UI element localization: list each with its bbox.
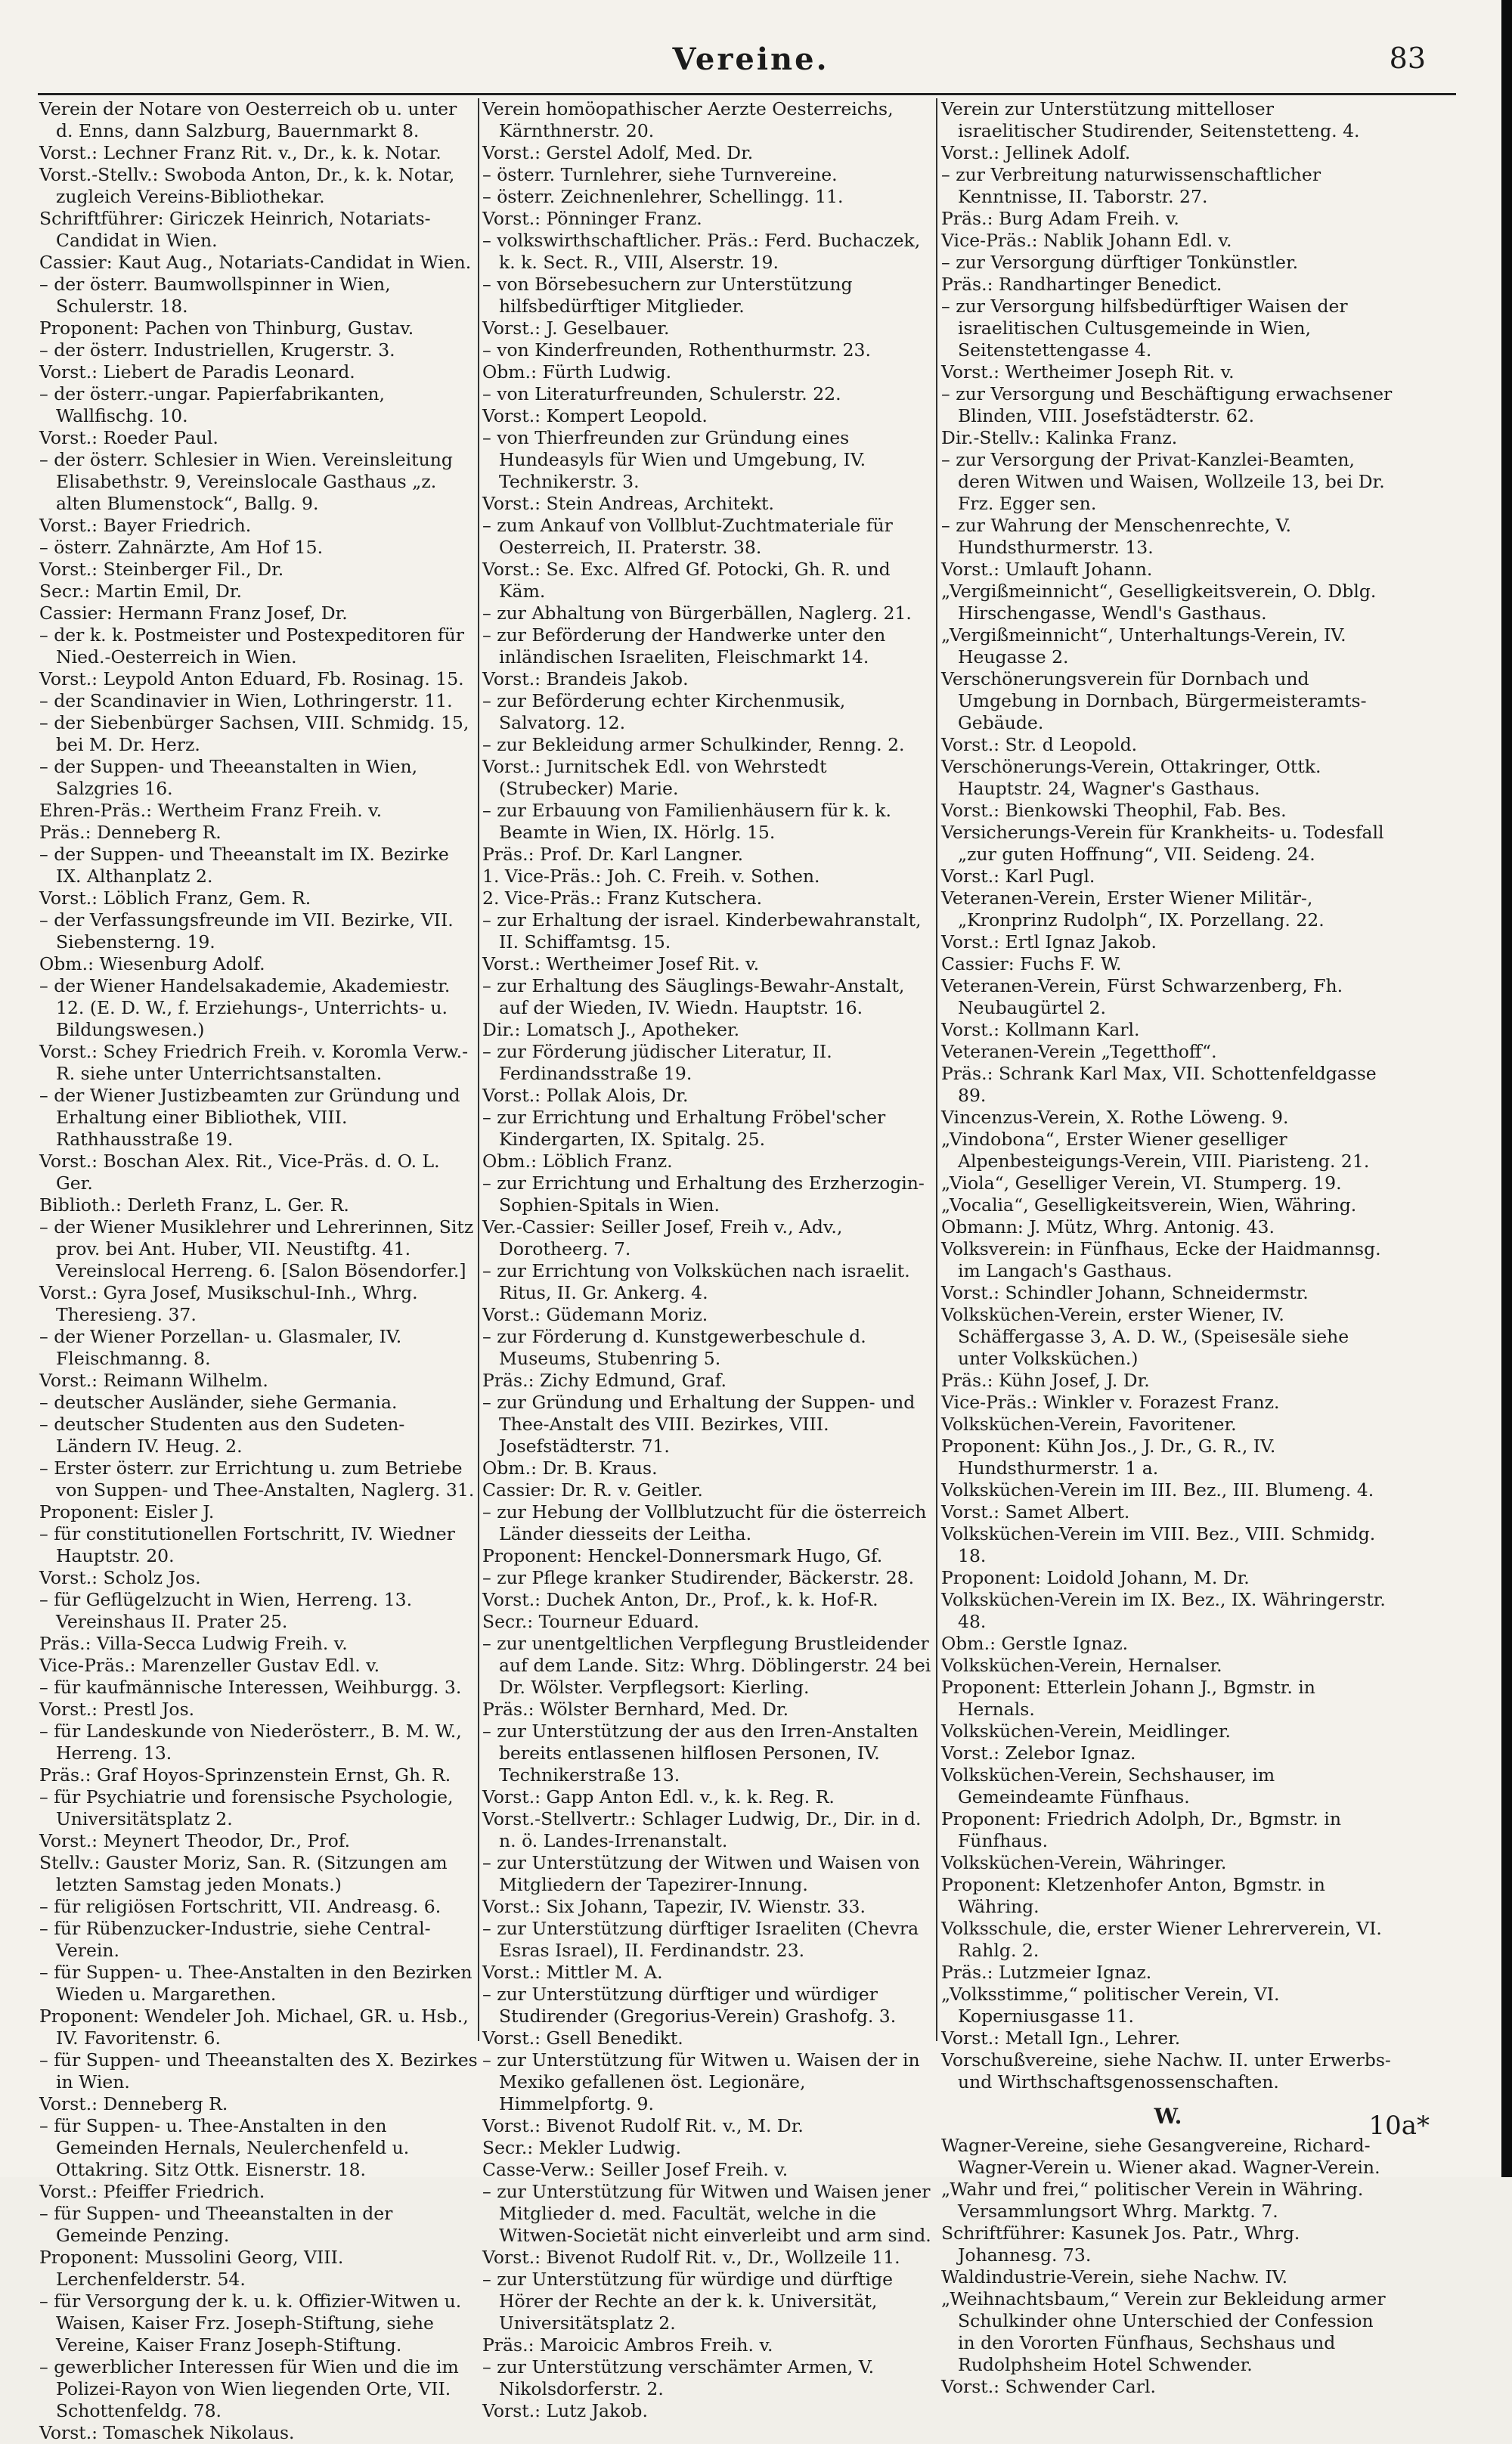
directory-entry: Dir.-Stellv.: Kalinka Franz. xyxy=(941,427,1178,448)
directory-entry: Ehren-Präs.: Wertheim Franz Freih. v. xyxy=(39,800,383,821)
directory-entry: „Vergißmeinnicht“, Geselligkeitsverein, O. Dblg. Hirschengasse, Wendl's Gasthaus. xyxy=(941,581,1377,624)
directory-entry: Vorst.: Bivenot Rudolf Rit. v., Dr., Wollzeile 11. xyxy=(482,2247,900,2268)
directory-entry: „Volksstimme,“ politischer Verein, VI. Koperniusgasse 11. xyxy=(941,1984,1280,2027)
directory-entry: Präs.: Zichy Edmund, Graf. xyxy=(482,1370,727,1391)
directory-entry: Biblioth.: Derleth Franz, L. Ger. R. xyxy=(39,1194,349,1216)
directory-entry: Vorst.: Zelebor Ignaz. xyxy=(941,1742,1136,1764)
directory-entry: – der Siebenbürger Sachsen, VIII. Schmidg. 15, bei M. Dr. Herz. xyxy=(39,712,469,755)
directory-entry: Vorst.: Liebert de Paradis Leonard. xyxy=(39,361,355,383)
directory-entry: Vorst.: Metall Ign., Lehrer. xyxy=(941,2027,1181,2049)
directory-entry: – der Suppen- und Theeanstalt im IX. Bezirke IX. Althanplatz 2. xyxy=(39,844,449,887)
directory-entry: Vorst.: Pollak Alois, Dr. xyxy=(482,1085,689,1106)
directory-entry: Vice-Präs.: Marenzeller Gustav Edl. v. xyxy=(39,1655,380,1676)
directory-entry: Veteranen-Verein, Erster Wiener Militär-, „Kronprinz Rudolph“, IX. Porzellang. 22. xyxy=(941,887,1325,931)
directory-entry: Cassier: Hermann Franz Josef, Dr. xyxy=(39,602,348,624)
directory-entry: – der Wiener Justizbeamten zur Gründung und Erhaltung einer Bibliothek, VIII. Rathhausstraße 19. xyxy=(39,1085,460,1150)
directory-entry: – für constitutionellen Fortschritt, IV. Wiedner Hauptstr. 20. xyxy=(39,1523,455,1566)
directory-entry: Verschönerungs-Verein, Ottakringer, Ottk. Hauptstr. 24, Wagner's Gasthaus. xyxy=(941,756,1321,799)
directory-entry: Vorst.: Gsell Benedikt. xyxy=(482,2027,683,2049)
directory-entry: – zur Unterstützung dürftiger Israeliten (Chevra Esras Israel), II. Ferdinandstr. 23. xyxy=(482,1918,919,1961)
directory-entry: – für Geflügelzucht in Wien, Herreng. 13. Vereinshaus II. Prater 25. xyxy=(39,1589,413,1632)
directory-entry: Proponent: Mussolini Georg, VIII. Lerchenfelderstr. 54. xyxy=(39,2247,344,2290)
directory-entry: Vorst.: Jellinek Adolf. xyxy=(941,142,1131,163)
directory-entry: – zur Versorgung und Beschäftigung erwachsener Blinden, VIII. Josefstädterstr. 62. xyxy=(941,383,1393,426)
column-divider xyxy=(478,98,479,2041)
directory-entry: – Erster österr. zur Errichtung u. zum Betriebe von Suppen- und Thee-Anstalten, Naglerg. 31. xyxy=(39,1457,475,1501)
directory-entry: – zur Unterstützung verschämter Armen, V. Nikolsdorferstr. 2. xyxy=(482,2356,875,2399)
directory-entry: Volksküchen-Verein im III. Bez., III. Blumeng. 4. xyxy=(941,1479,1374,1501)
directory-entry: – zur Unterstützung für Witwen und Waisen jener Mitglieder d. med. Facultät, welche in die Witwen-Societät nicht einverleibt und arm sind. xyxy=(482,2181,931,2246)
directory-entry: „Vergißmeinnicht“, Unterhaltungs-Verein, IV. Heugasse 2. xyxy=(941,624,1346,668)
directory-entry: Volksschule, die, erster Wiener Lehrerverein, VI. Rahlg. 2. xyxy=(941,1918,1382,1961)
directory-entry: Volksküchen-Verein, Währinger. xyxy=(941,1852,1227,1873)
directory-entry: – zur Gründung und Erhaltung der Suppen- und Thee-Anstalt des VIII. Bezirkes, VIII. Josefstädterstr. 71. xyxy=(482,1392,916,1457)
directory-entry: Proponent: Loidold Johann, M. Dr. xyxy=(941,1567,1250,1588)
directory-entry: – zur Bekleidung armer Schulkinder, Renng. 2. xyxy=(482,734,905,755)
directory-entry: Vorst.: Samet Albert. xyxy=(941,1501,1130,1522)
directory-entry: Schriftführer: Kasunek Jos. Patr., Whrg. Johannesg. 73. xyxy=(941,2223,1300,2266)
directory-entry: Vorst.: Wertheimer Josef Rit. v. xyxy=(482,953,760,974)
directory-entry: Vorst.-Stellv.: Swoboda Anton, Dr., k. k. Notar, zugleich Vereins-Bibliothekar. xyxy=(39,164,455,207)
directory-entry: Vorst.: Roeder Paul. xyxy=(39,427,218,448)
directory-entry: Vorst.: Se. Exc. Alfred Gf. Potocki, Gh. R. und Käm. xyxy=(482,559,891,602)
directory-entry: – zur Unterstützung der Witwen und Waisen von Mitgliedern der Tapezirer-Innung. xyxy=(482,1852,920,1895)
directory-entry: – der Scandinavier in Wien, Lothringerstr. 11. xyxy=(39,690,453,711)
directory-entry: Vorst.: Leypold Anton Eduard, Fb. Rosinag. 15. xyxy=(39,668,464,689)
directory-entry: Präs.: Burg Adam Freih. v. xyxy=(941,208,1179,229)
directory-entry: Vorst.: Brandeis Jakob. xyxy=(482,668,689,689)
directory-entry: – von Thierfreunden zur Gründung eines Hundeasyls für Wien und Umgebung, IV. Technikerstr. 3. xyxy=(482,427,866,492)
directory-entry: Proponent: Eisler J. xyxy=(39,1501,215,1522)
directory-entry: „Weihnachtsbaum,“ Verein zur Bekleidung armer Schulkinder ohne Unterschied der Confession in den Vororten Fünfhaus, Sechshaus und Rudolphsheim Hotel Schwender. xyxy=(941,2288,1386,2375)
directory-entry: Vorst.: Güdemann Moriz. xyxy=(482,1304,708,1325)
directory-entry: – gewerblicher Interessen für Wien und die im Polizei-Rayon von Wien liegenden Orte, VII. Schottenfeldg. 78. xyxy=(39,2356,459,2421)
directory-entry: Vorst.: Kompert Leopold. xyxy=(482,405,708,426)
directory-entry: Vice-Präs.: Nablik Johann Edl. v. xyxy=(941,230,1232,251)
directory-entry: – für Suppen- u. Thee-Anstalten in den Gemeinden Hernals, Neulerchenfeld u. Ottakring. Sitz Ottk. Eisnerstr. 18. xyxy=(39,2115,410,2180)
directory-entry: Volksverein: in Fünfhaus, Ecke der Haidmannsg. im Langach's Gasthaus. xyxy=(941,1238,1381,1281)
directory-entry: Vorst.: Gerstel Adolf, Med. Dr. xyxy=(482,142,754,163)
column-2 xyxy=(482,98,936,2421)
directory-entry: – der Verfassungsfreunde im VII. Bezirke, VII. Siebensterng. 19. xyxy=(39,909,454,953)
directory-entry: Cassier: Dr. R. v. Geitler. xyxy=(482,1479,703,1501)
directory-entry: Proponent: Wendeler Joh. Michael, GR. u. Hsb., IV. Favoritenstr. 6. xyxy=(39,2006,469,2049)
directory-entry: Vorst.: Tomaschek Nikolaus. xyxy=(39,2422,295,2443)
directory-entry: Vorst.: Schwender Carl. xyxy=(941,2376,1156,2397)
directory-entry: Secr.: Martin Emil, Dr. xyxy=(39,581,242,602)
directory-entry: Volksküchen-Verein, Hernalser. xyxy=(941,1655,1222,1676)
directory-entry: – für kaufmännische Interessen, Weihburgg. 3. xyxy=(39,1677,462,1698)
directory-entry: „Viola“, Geselliger Verein, VI. Stumperg. 19. xyxy=(941,1172,1342,1194)
directory-entry: Präs.: Maroicic Ambros Freih. v. xyxy=(482,2334,773,2356)
directory-entry: Proponent: Pachen von Thinburg, Gustav. xyxy=(39,318,414,339)
directory-entry: – österr. Zeichnenlehrer, Schellingg. 11. xyxy=(482,186,844,207)
directory-entry: Volksküchen-Verein, Meidlinger. xyxy=(941,1721,1231,1742)
directory-entry: Präs.: Prof. Dr. Karl Langner. xyxy=(482,844,744,865)
directory-entry: Schriftführer: Giriczek Heinrich, Notariats-Candidat in Wien. xyxy=(39,208,431,251)
directory-entry: – zur Errichtung und Erhaltung des Erzherzogin-Sophien-Spitals in Wien. xyxy=(482,1172,925,1216)
directory-entry: – zur Versorgung hilfsbedürftiger Waisen der israelitischen Cultusgemeinde in Wien, Seitenstettengasse 4. xyxy=(941,296,1348,361)
directory-entry: – der Wiener Musiklehrer und Lehrerinnen, Sitz prov. bei Ant. Huber, VII. Neustiftg. 41. Vereinslocal Herreng. 6. [Salon Bösendorfer.] xyxy=(39,1216,474,1281)
directory-entry: Vorst.: Gapp Anton Edl. v., k. k. Reg. R. xyxy=(482,1786,835,1807)
directory-entry: Volksküchen-Verein, Favoritener. xyxy=(941,1414,1237,1435)
directory-entry: Vorst.: Schey Friedrich Freih. v. Koromla Verw.-R. siehe unter Unterrichtsanstalten. xyxy=(39,1041,469,1084)
directory-entry: – zur Erbauung von Familienhäusern für k. k. Beamte in Wien, IX. Hörlg. 15. xyxy=(482,800,891,843)
directory-entry: Vorst.: Lechner Franz Rit. v., Dr., k. k. Notar. xyxy=(39,142,442,163)
directory-entry: – zur unentgeltlichen Verpflegung Brustleidender auf dem Lande. Sitz: Whrg. Döblingerstr. 24 bei Dr. Wölster. Verpflegsort: Kierling. xyxy=(482,1633,931,1698)
column-3 xyxy=(941,98,1395,2397)
directory-entry: Casse-Verw.: Seiller Josef Freih. v. xyxy=(482,2159,789,2180)
directory-entry: 2. Vice-Präs.: Franz Kutschera. xyxy=(482,887,763,909)
section-letter: W. xyxy=(1154,2104,1182,2129)
directory-entry: – der österr. Baumwollspinner in Wien, Schulerstr. 18. xyxy=(39,274,391,317)
directory-entry: Obmann: J. Mütz, Whrg. Antonig. 43. xyxy=(941,1216,1275,1237)
directory-entry: Ver.-Cassier: Seiller Josef, Freih v., Adv., Dorotheerg. 7. xyxy=(482,1216,843,1259)
directory-entry: Verein zur Unterstützung mittelloser israelitischer Studirender, Seitenstetteng. 4. xyxy=(941,98,1360,141)
directory-entry: Präs.: Villa-Secca Ludwig Freih. v. xyxy=(39,1633,348,1654)
directory-entry: – österr. Turnlehrer, siehe Turnvereine. xyxy=(482,164,838,185)
directory-entry: Stellv.: Gauster Moriz, San. R. (Sitzungen am letzten Samstag jeden Monats.) xyxy=(39,1852,448,1895)
directory-entry: Vorst.: Steinberger Fil., Dr. xyxy=(39,559,284,580)
directory-entry: „Vocalia“, Geselligkeitsverein, Wien, Währing. xyxy=(941,1194,1357,1216)
directory-entry: – von Kinderfreunden, Rothenthurmstr. 23. xyxy=(482,339,871,361)
directory-entry: – für Suppen- u. Thee-Anstalten in den Bezirken Wieden u. Margarethen. xyxy=(39,1962,472,2005)
directory-entry: – zur Hebung der Vollblutzucht für die österreich Länder diesseits der Leitha. xyxy=(482,1501,927,1544)
directory-entry: Präs.: Wölster Bernhard, Med. Dr. xyxy=(482,1699,789,1720)
directory-entry: Volksküchen-Verein im VIII. Bez., VIII. Schmidg. 18. xyxy=(941,1523,1376,1566)
directory-entry: – deutscher Ausländer, siehe Germania. xyxy=(39,1392,398,1413)
directory-entry: Vorst.: Löblich Franz, Gem. R. xyxy=(39,887,311,909)
directory-entry: Obm.: Fürth Ludwig. xyxy=(482,361,672,383)
directory-entry: – zur Erhaltung des Säuglings-Bewahr-Anstalt, auf der Wieden, IV. Wiedn. Hauptstr. 16. xyxy=(482,975,905,1018)
directory-entry: – für Psychiatrie und forensische Psychologie, Universitätsplatz 2. xyxy=(39,1786,454,1829)
directory-entry: Präs.: Randhartinger Benedict. xyxy=(941,274,1222,295)
directory-entry: Volksküchen-Verein, Sechshauser, im Gemeindeamte Fünfhaus. xyxy=(941,1764,1275,1807)
directory-entry: Vorst.: Bienkowski Theophil, Fab. Bes. xyxy=(941,800,1287,821)
directory-entry: Vorst.: Mittler M. A. xyxy=(482,1962,663,1983)
directory-entry: Vorst.: Six Johann, Tapezir, IV. Wienstr. 33. xyxy=(482,1896,866,1917)
directory-entry: Obm.: Löblich Franz. xyxy=(482,1151,673,1172)
directory-entry: – zur Erhaltung der israel. Kinderbewahranstalt, II. Schiffamtsg. 15. xyxy=(482,909,922,953)
directory-entry: Volksküchen-Verein im IX. Bez., IX. Währingerstr. 48. xyxy=(941,1589,1386,1632)
directory-entry: – zur Verbreitung naturwissenschaftlicher Kenntnisse, II. Taborstr. 27. xyxy=(941,164,1321,207)
directory-entry: Waldindustrie-Verein, siehe Nachw. IV. xyxy=(941,2266,1288,2288)
directory-entry: Wagner-Vereine, siehe Gesangvereine, Richard-Wagner-Verein u. Wiener akad. Wagner-Verein. xyxy=(941,2135,1380,2178)
directory-entry: Vorst.: Stein Andreas, Architekt. xyxy=(482,493,774,514)
directory-entry: Versicherungs-Verein für Krankheits- u. Todesfall „zur guten Hoffnung“, VII. Seideng. 24. xyxy=(941,822,1384,865)
directory-entry: – österr. Zahnärzte, Am Hof 15. xyxy=(39,537,324,558)
directory-entry: Vice-Präs.: Winkler v. Forazest Franz. xyxy=(941,1392,1280,1413)
directory-entry: Vorst.: Scholz Jos. xyxy=(39,1567,201,1588)
directory-entry: Secr.: Mekler Ludwig. xyxy=(482,2137,681,2158)
directory-entry: – von Literaturfreunden, Schulerstr. 22. xyxy=(482,383,841,404)
directory-entry: – der österr. Industriellen, Krugerstr. 3. xyxy=(39,339,395,361)
directory-entry: – zur Beförderung echter Kirchenmusik, Salvatorg. 12. xyxy=(482,690,846,733)
directory-entry: – zur Abhaltung von Bürgerbällen, Naglerg. 21. xyxy=(482,602,912,624)
directory-entry: – zur Unterstützung dürftiger und würdiger Studirender (Gregorius-Verein) Grashofg. 3. xyxy=(482,1984,897,2027)
directory-entry: – für Suppen- und Theeanstalten des X. Bezirkes in Wien. xyxy=(39,2049,478,2092)
directory-entry: Proponent: Kletzenhofer Anton, Bgmstr. in Währing. xyxy=(941,1874,1325,1917)
directory-entry: Vorst.: Reimann Wilhelm. xyxy=(39,1370,268,1391)
column-1 xyxy=(39,98,478,2443)
directory-entry: Vorst.: Kollmann Karl. xyxy=(941,1019,1140,1040)
directory-entry: – zur Versorgung dürftiger Tonkünstler. xyxy=(941,252,1299,273)
directory-entry: – zur Beförderung der Handwerke unter den inländischen Israeliten, Fleischmarkt 14. xyxy=(482,624,886,668)
directory-entry: Proponent: Etterlein Johann J., Bgmstr. in Hernals. xyxy=(941,1677,1315,1720)
directory-entry: Präs.: Lutzmeier Ignaz. xyxy=(941,1962,1152,1983)
directory-entry: – zur Pflege kranker Studirender, Bäckerstr. 28. xyxy=(482,1567,915,1588)
directory-entry: Vorst.: Bayer Friedrich. xyxy=(39,515,252,536)
directory-entry: Vorst.: Prestl Jos. xyxy=(39,1699,195,1720)
directory-entry: Obm.: Wiesenburg Adolf. xyxy=(39,953,265,974)
directory-entry: Obm.: Gerstle Ignaz. xyxy=(941,1633,1129,1654)
directory-entry: – zur Unterstützung der aus den Irren-Anstalten bereits entlassenen hilflosen Personen, IV. Technikerstraße 13. xyxy=(482,1721,919,1786)
directory-entry: Vorst.: Karl Pugl. xyxy=(941,866,1095,887)
directory-entry: – zur Förderung d. Kunstgewerbeschule d. Museums, Stubenring 5. xyxy=(482,1326,866,1369)
directory-entry: – der österr.-ungar. Papierfabrikanten, Wallfischg. 10. xyxy=(39,383,385,426)
directory-entry: – zur Förderung jüdischer Literatur, II. Ferdinandsstraße 19. xyxy=(482,1041,832,1084)
directory-entry: Vorst.: Umlauft Johann. xyxy=(941,559,1153,580)
directory-entry: – zur Errichtung und Erhaltung Fröbel'scher Kindergarten, IX. Spitalg. 25. xyxy=(482,1107,886,1150)
directory-entry: Vincenzus-Verein, X. Rothe Löweng. 9. xyxy=(941,1107,1289,1128)
directory-entry: Dir.: Lomatsch J., Apotheker. xyxy=(482,1019,740,1040)
directory-entry: Vorst.: Pfeiffer Friedrich. xyxy=(39,2181,265,2202)
directory-entry: – zur Unterstützung für Witwen u. Waisen der in Mexiko gefallenen öst. Legionäre, Himmelpfortg. 9. xyxy=(482,2049,920,2114)
page-header xyxy=(0,42,1501,87)
directory-entry: Verschönerungsverein für Dornbach und Umgebung in Dornbach, Bürgermeisteramts-Gebäude. xyxy=(941,668,1367,733)
directory-entry: Vorst.: Meynert Theodor, Dr., Prof. xyxy=(39,1830,351,1851)
directory-entry: – zur Errichtung von Volksküchen nach israelit. Ritus, II. Gr. Ankerg. 4. xyxy=(482,1260,910,1303)
directory-entry: Verein homöopathischer Aerzte Oesterreichs, Kärnthnerstr. 20. xyxy=(482,98,894,141)
directory-entry: Proponent: Friedrich Adolph, Dr., Bgmstr. in Fünfhaus. xyxy=(941,1808,1341,1851)
directory-entry: – für Rübenzucker-Industrie, siehe Central-Verein. xyxy=(39,1918,431,1961)
directory-entry: Präs.: Graf Hoyos-Sprinzenstein Ernst, Gh. R. xyxy=(39,1764,451,1786)
directory-entry: Obm.: Dr. B. Kraus. xyxy=(482,1457,658,1479)
directory-entry: Veteranen-Verein „Tegetthoff“. xyxy=(941,1041,1217,1062)
directory-entry: Verein der Notare von Oesterreich ob u. unter d. Enns, dann Salzburg, Bauernmarkt 8. xyxy=(39,98,457,141)
column-divider xyxy=(936,98,937,2041)
directory-entry: – deutscher Studenten aus den Sudeten-Ländern IV. Heug. 2. xyxy=(39,1414,405,1457)
directory-entry: – für Landeskunde von Niederösterr., B. M. W., Herreng. 13. xyxy=(39,1721,462,1764)
directory-entry: – der österr. Schlesier in Wien. Vereinsleitung Elisabethstr. 9, Vereinslocale Gasthaus „z. alten Blumenstock“, Ballg. 9. xyxy=(39,449,453,514)
directory-entry: – zum Ankauf von Vollblut-Zuchtmateriale für Oesterreich, II. Praterstr. 38. xyxy=(482,515,893,558)
page-title: Vereine. xyxy=(672,42,829,77)
directory-entry: Vorst.: Bivenot Rudolf Rit. v., M. Dr. xyxy=(482,2115,804,2136)
directory-entry: Vorst.: Str. d Leopold. xyxy=(941,734,1138,755)
directory-entry: – für Versorgung der k. u. k. Offizier-Witwen u. Waisen, Kaiser Frz. Joseph-Stiftung, siehe Vereine, Kaiser Franz Joseph-Stiftung. xyxy=(39,2291,462,2356)
directory-entry: – volkswirthschaftlicher. Präs.: Ferd. Buchaczek, k. k. Sect. R., VIII, Alserstr. 19. xyxy=(482,230,921,273)
directory-entry: Proponent: Kühn Jos., J. Dr., G. R., IV. Hundsthurmerstr. 1 a. xyxy=(941,1436,1276,1479)
signature-mark: 10a* xyxy=(1368,2111,1430,2141)
directory-entry: 1. Vice-Präs.: Joh. C. Freih. v. Sothen. xyxy=(482,866,820,887)
directory-entry: – der k. k. Postmeister und Postexpeditoren für Nied.-Oesterreich in Wien. xyxy=(39,624,464,668)
directory-entry: Vorst.: Schindler Johann, Schneidermstr. xyxy=(941,1282,1309,1303)
directory-entry: Proponent: Henckel-Donnersmark Hugo, Gf. xyxy=(482,1545,883,1566)
directory-entry: – der Wiener Porzellan- u. Glasmaler, IV. Fleischmanng. 8. xyxy=(39,1326,402,1369)
directory-entry: Vorst.: Jurnitschek Edl. von Wehrstedt (Strubecker) Marie. xyxy=(482,756,827,799)
directory-entry: Vorschußvereine, siehe Nachw. II. unter Erwerbs- und Wirthschaftsgenossenschaften. xyxy=(941,2049,1391,2092)
page-number: 83 xyxy=(1389,42,1426,75)
directory-entry: Vorst.: Duchek Anton, Dr., Prof., k. k. Hof-R. xyxy=(482,1589,878,1610)
directory-entry: – der Suppen- und Theeanstalten in Wien, Salzgries 16. xyxy=(39,756,418,799)
directory-entry: Vorst.: J. Geselbauer. xyxy=(482,318,670,339)
directory-entry: Cassier: Kaut Aug., Notariats-Candidat in Wien. xyxy=(39,252,472,273)
directory-entry: – zur Wahrung der Menschenrechte, V. Hundsthurmerstr. 13. xyxy=(941,515,1291,558)
directory-entry: – von Börsebesuchern zur Unterstützung hilfsbedürftiger Mitglieder. xyxy=(482,274,853,317)
directory-entry: Präs.: Denneberg R. xyxy=(39,822,222,843)
directory-entry: Secr.: Tourneur Eduard. xyxy=(482,1611,700,1632)
header-rule xyxy=(38,93,1456,95)
directory-entry: „Wahr und frei,“ politischer Verein in Währing. Versammlungsort Whrg. Marktg. 7. xyxy=(941,2179,1364,2222)
directory-entry: Vorst.: Gyra Josef, Musikschul-Inh., Whrg. Theresieng. 37. xyxy=(39,1282,418,1325)
directory-entry: Vorst.: Boschan Alex. Rit., Vice-Präs. d. O. L. Ger. xyxy=(39,1151,440,1194)
directory-entry: Vorst.: Ertl Ignaz Jakob. xyxy=(941,931,1157,953)
directory-entry: Präs.: Schrank Karl Max, VII. Schottenfeldgasse 89. xyxy=(941,1063,1377,1106)
directory-entry: „Vindobona“, Erster Wiener geselliger Alpenbesteigungs-Verein, VIII. Piaristeng. 21. xyxy=(941,1129,1370,1172)
directory-entry: Vorst.: Wertheimer Joseph Rit. v. xyxy=(941,361,1235,383)
directory-entry: Vorst.-Stellvertr.: Schlager Ludwig, Dr., Dir. in d. n. ö. Landes-Irrenanstalt. xyxy=(482,1808,922,1851)
directory-entry: Cassier: Fuchs F. W. xyxy=(941,953,1122,974)
directory-entry: – für Suppen- und Theeanstalten in der Gemeinde Penzing. xyxy=(39,2203,393,2246)
directory-entry: Veteranen-Verein, Fürst Schwarzenberg, Fh. Neubaugürtel 2. xyxy=(941,975,1343,1018)
directory-entry: Präs.: Kühn Josef, J. Dr. xyxy=(941,1370,1150,1391)
directory-entry: – zur Versorgung der Privat-Kanzlei-Beamten, deren Witwen und Waisen, Wollzeile 13, bei Dr. Frz. Egger sen. xyxy=(941,449,1385,514)
directory-entry: Volksküchen-Verein, erster Wiener, IV. Schäffergasse 3, A. D. W., (Speisesäle siehe unter Volksküchen.) xyxy=(941,1304,1349,1369)
directory-entry: – für religiösen Fortschritt, VII. Andreasg. 6. xyxy=(39,1896,442,1917)
directory-entry: Vorst.: Lutz Jakob. xyxy=(482,2400,648,2421)
directory-entry: Vorst.: Denneberg R. xyxy=(39,2093,228,2114)
directory-entry: Vorst.: Pönninger Franz. xyxy=(482,208,702,229)
directory-entry: – zur Unterstützung für würdige und dürftige Hörer der Rechte an der k. k. Universität, Universitätsplatz 2. xyxy=(482,2269,894,2334)
directory-entry: – der Wiener Handelsakademie, Akademiestr. 12. (E. D. W., f. Erziehungs-, Unterrichts- u. Bildungswesen.) xyxy=(39,975,451,1040)
